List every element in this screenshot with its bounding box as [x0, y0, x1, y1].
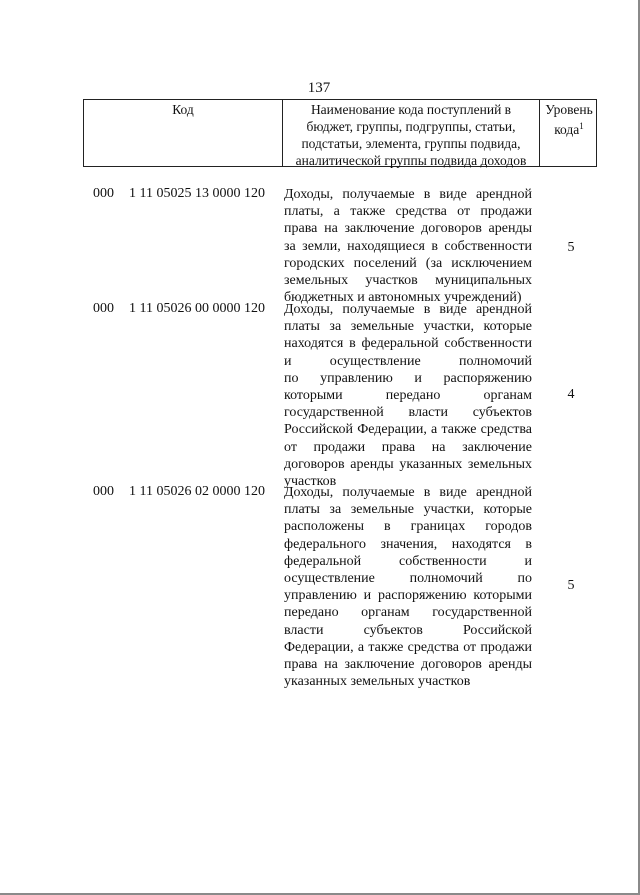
description-line: договоров аренды указанных земельных — [284, 456, 532, 472]
revenue-description — [284, 301, 532, 490]
revenue-description — [284, 484, 532, 690]
description-line: от продажи права на заключение — [284, 439, 532, 455]
code-level: 5 — [567, 578, 575, 593]
description-line: платы, а также средства от продажи — [284, 204, 532, 220]
description-line: осуществление полномочий по — [284, 571, 532, 587]
description-line: за земли, находящиеся в собственности — [284, 238, 532, 254]
description-line: Доходы, получаемые в виде арендной — [284, 187, 532, 202]
description-line: Российской Федерации, а также средства — [284, 422, 532, 438]
description-line: передано органам государственной — [284, 605, 532, 621]
description-line: расположены в границах городов — [284, 519, 532, 535]
description-line: бюджетных и автономных учреждений) — [284, 290, 522, 306]
description-line: права на заключение договоров аренды — [284, 657, 532, 673]
header-name-column — [283, 100, 540, 166]
page-number: 137 — [307, 80, 331, 96]
header-level-label: кода — [554, 122, 580, 137]
description-line: земельных участков муниципальных — [284, 273, 532, 289]
description-line: находятся в федеральной собственности — [284, 336, 532, 352]
code-prefix: 000 — [93, 484, 114, 499]
header-level-line1: Уровень — [545, 102, 593, 117]
table-header — [83, 99, 597, 167]
description-line: права на заключение договоров аренды — [284, 221, 532, 237]
description-line: указанных земельных участков — [284, 674, 471, 690]
description-line: власти субъектов Российской — [284, 622, 532, 638]
header-name-line: подстатьи, элемента, группы подвида, — [301, 136, 521, 151]
revenue-code: 1 11 05025 13 0000 120 — [129, 186, 265, 201]
description-line: городских поселений (за исключением — [284, 255, 532, 271]
description-line: управлению и распоряжению которыми — [284, 588, 532, 604]
description-line: которыми передано органам — [284, 388, 532, 404]
description-line: Федерации, а также средства от продажи — [284, 639, 532, 655]
description-line: федерального значения, находятся в — [284, 536, 532, 552]
description-line: Доходы, получаемые в виде арендной — [284, 302, 532, 317]
code-prefix: 000 — [93, 301, 114, 316]
description-line: федеральной собственности и — [284, 553, 532, 569]
header-code-column: Код — [84, 100, 283, 166]
description-line: участков — [284, 474, 337, 490]
code-level: 5 — [567, 240, 575, 255]
description-line: государственной власти субъектов — [284, 405, 532, 421]
description-line: и осуществление полномочий — [284, 353, 532, 369]
code-level: 4 — [567, 387, 575, 402]
revenue-description — [284, 186, 532, 306]
description-line: Доходы, получаемые в виде арендной — [284, 485, 532, 500]
revenue-code: 1 11 05026 02 0000 120 — [129, 484, 265, 499]
description-line: по управлению и распоряжению — [284, 370, 532, 386]
header-name-line: аналитической группы подвида доходов — [295, 153, 527, 168]
header-level-line2 — [542, 118, 596, 138]
code-prefix: 000 — [93, 186, 114, 201]
header-name-line: Наименование кода поступлений в — [310, 102, 512, 117]
header-level-column — [540, 100, 596, 166]
footnote-marker: 1 — [579, 121, 584, 131]
header-name-line: бюджет, группы, подгруппы, статьи, — [306, 119, 516, 134]
description-line: платы за земельные участки, которые — [284, 319, 532, 335]
revenue-code: 1 11 05026 00 0000 120 — [129, 301, 265, 316]
description-line: платы за земельные участки, которые — [284, 502, 532, 518]
